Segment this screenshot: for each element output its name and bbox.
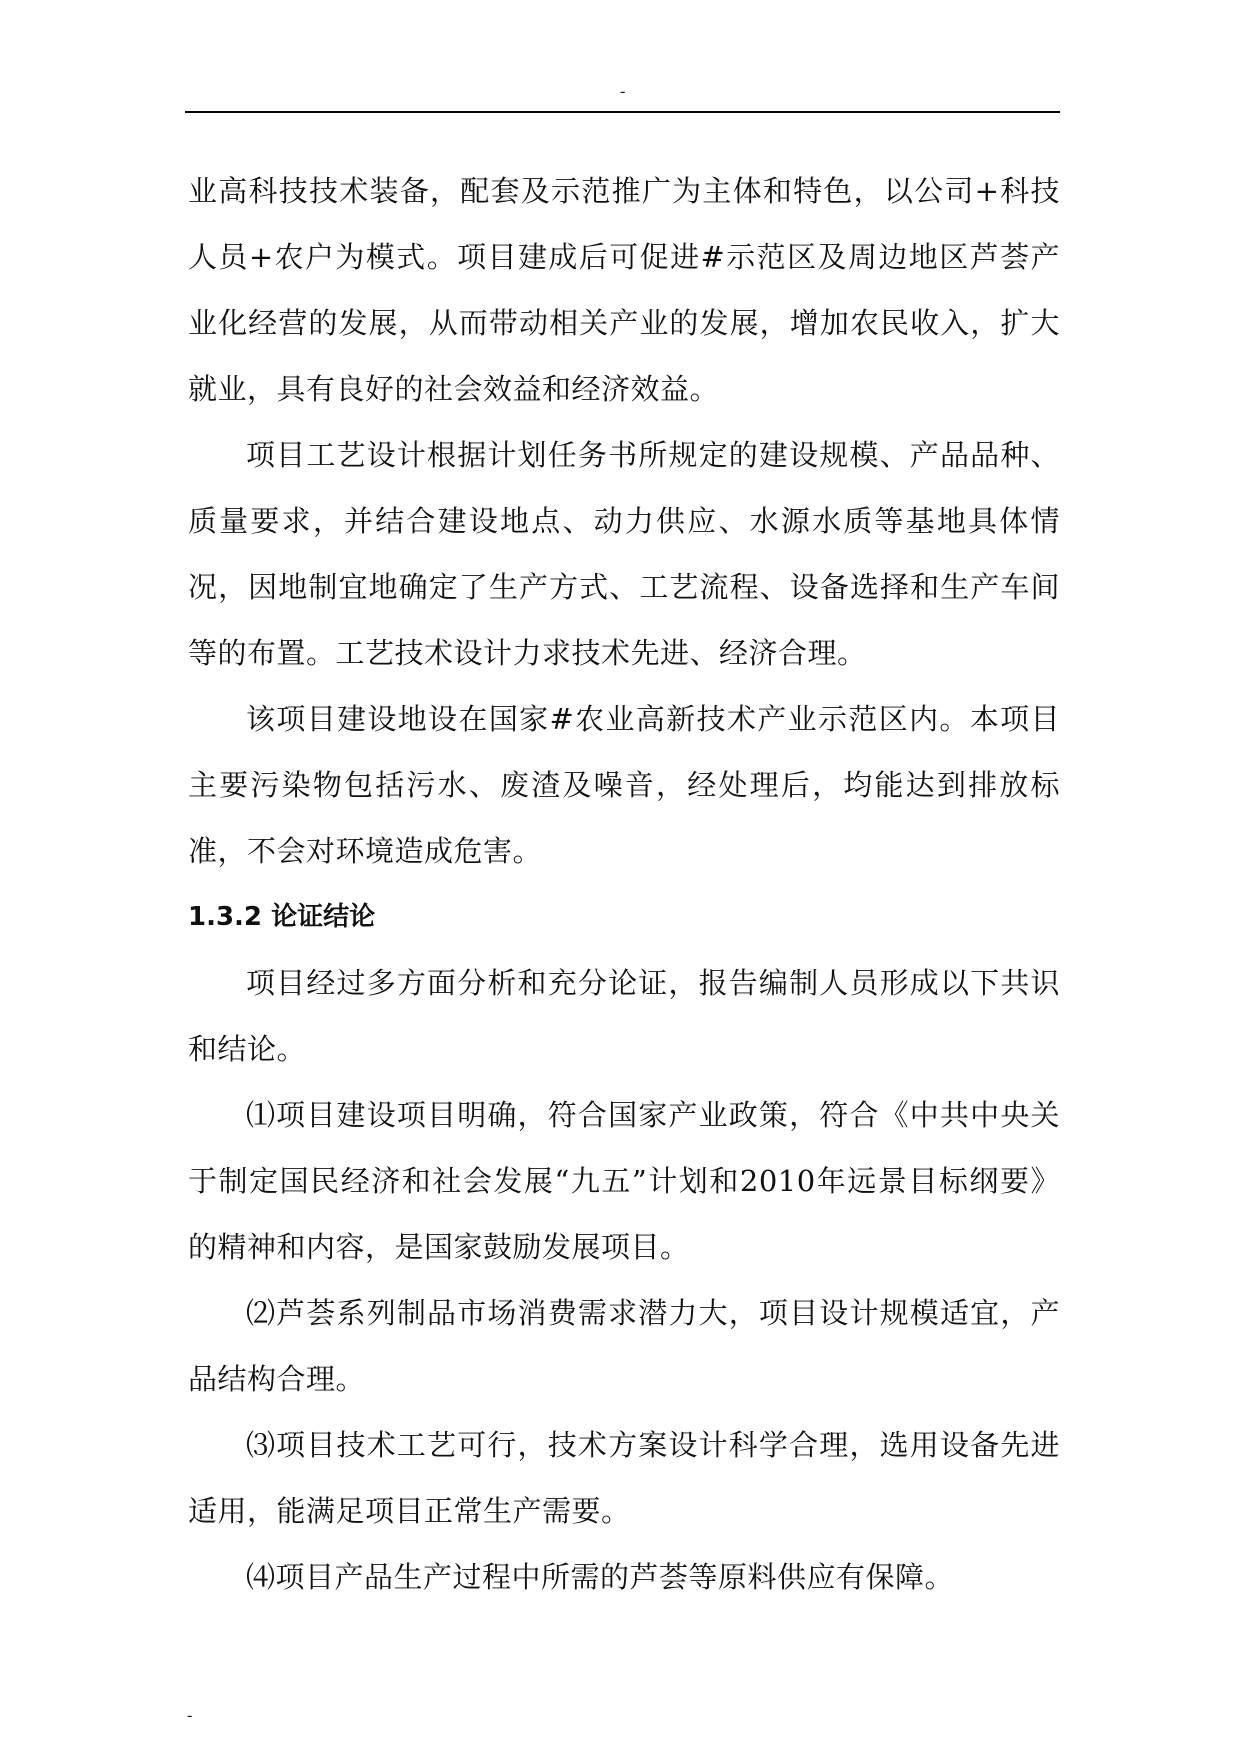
page-footer-mark: - bbox=[187, 1707, 193, 1724]
paragraph-project-overview-continued: 业高科技技术装备，配套及示范推广为主体和特色，以公司+科技人员+农户为模式。项目建成后可促进#示范区及周边地区芦荟产业化经营的发展，从而带动相关产业的发展，增加农民收入，扩大就业，具有良好的社会效益和经济效益。 bbox=[188, 174, 1060, 406]
header-divider bbox=[185, 111, 1060, 113]
section-heading-conclusion: 1.3.2 论证结论 bbox=[188, 902, 376, 932]
paragraph-conclusion-item-3: ⑶项目技术工艺可行，技术方案设计科学合理，选用设备先进适用，能满足项目正常生产需要。 bbox=[188, 1428, 1060, 1528]
paragraph-site-environment: 该项目建设地设在国家#农业高新技术产业示范区内。本项目主要污染物包括污水、废渣及噪音，经处理后，均能达到排放标准，不会对环境造成危害。 bbox=[188, 702, 1060, 868]
paragraph-conclusion-item-4: ⑷项目产品生产过程中所需的芦荟等原料供应有保障。 bbox=[246, 1560, 955, 1594]
paragraph-conclusion-item-2: ⑵芦荟系列制品市场消费需求潜力大，项目设计规模适宜，产品结构合理。 bbox=[188, 1296, 1060, 1396]
document-body bbox=[188, 158, 1060, 1610]
paragraph-conclusion-item-1: ⑴项目建设项目明确，符合国家产业政策，符合《中共中央关于制定国民经济和社会发展“九五”计划和2010年远景目标纲要》的精神和内容，是国家鼓励发展项目。 bbox=[188, 1098, 1060, 1264]
paragraph-conclusion-intro: 项目经过多方面分析和充分论证，报告编制人员形成以下共识和结论。 bbox=[188, 966, 1060, 1066]
paragraph-process-design: 项目工艺设计根据计划任务书所规定的建设规模、产品品种、质量要求，并结合建设地点、动力供应、水源水质等基地具体情况，因地制宜地确定了生产方式、工艺流程、设备选择和生产车间等的布置。工艺技术设计力求技术先进、经济合理。 bbox=[188, 438, 1060, 670]
page-header-mark: - bbox=[620, 83, 626, 100]
